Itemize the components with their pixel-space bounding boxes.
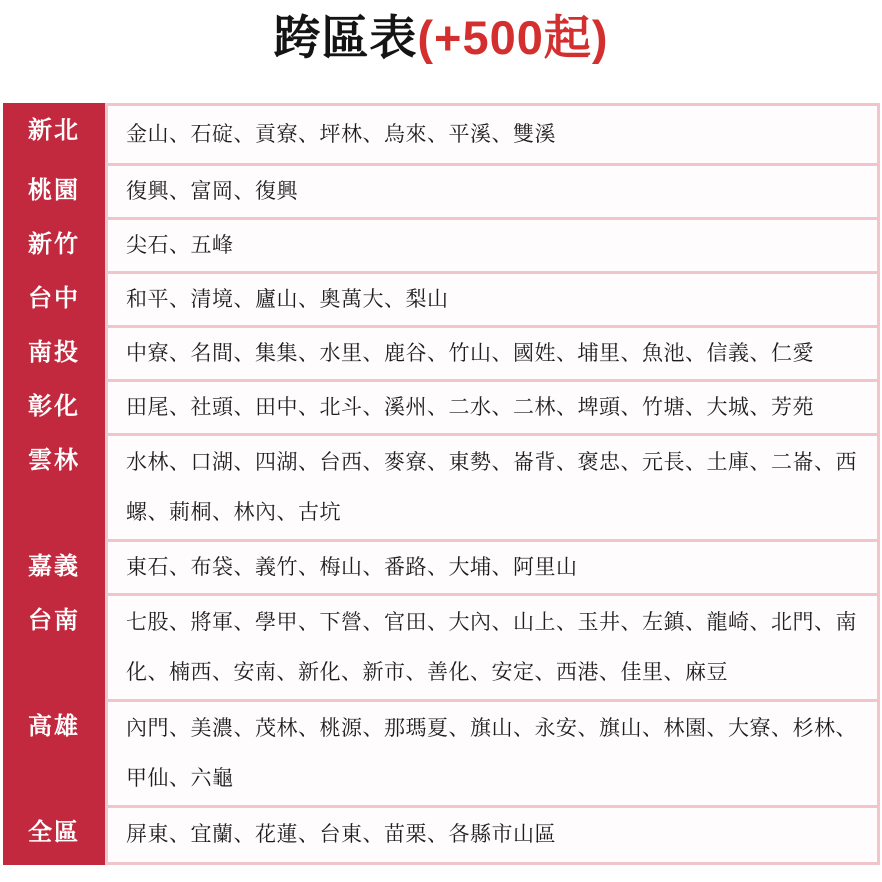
district-list: 田尾、社頭、田中、北斗、溪州、二水、二林、埤頭、竹塘、大城、芳苑 — [126, 395, 814, 419]
district-list: 和平、清境、廬山、奧萬大、梨山 — [126, 287, 449, 311]
district-list: 屏東、宜蘭、花蓮、台東、苗栗、各縣市山區 — [126, 823, 556, 846]
region-label: 南投 — [3, 325, 105, 379]
district-list: 復興、富岡、復興 — [126, 179, 298, 203]
table-row — [3, 805, 880, 865]
region-label: 新北 — [3, 103, 105, 163]
district-list: 七股、將軍、學甲、下營、官田、大內、山上、玉井、左鎮、龍崎、北門、南化、楠西、安南、新化、新市、善化、安定、西港、佳里、麻豆 — [126, 610, 857, 684]
table-row — [3, 325, 880, 379]
district-list: 金山、石碇、貢寮、坪林、烏來、平溪、雙溪 — [126, 122, 556, 146]
district-list: 尖石、五峰 — [126, 233, 234, 257]
table-row — [3, 271, 880, 325]
district-cell — [105, 217, 880, 271]
region-label: 台南 — [3, 593, 105, 699]
district-list: 水林、口湖、四湖、台西、麥寮、東勢、崙背、褒忠、元長、土庫、二崙、西螺、莿桐、林內、古坑 — [126, 450, 857, 524]
district-cell — [105, 103, 880, 163]
table-row — [3, 379, 880, 433]
title-fee-note: (+500起) — [417, 11, 609, 64]
table-row — [3, 593, 880, 699]
district-list: 東石、布袋、義竹、梅山、番路、大埔、阿里山 — [126, 555, 578, 579]
district-cell — [105, 163, 880, 217]
page-title — [0, 0, 882, 68]
table-row — [3, 217, 880, 271]
table-row — [3, 699, 880, 805]
district-cell — [105, 539, 880, 593]
district-cell — [105, 805, 880, 865]
region-label: 嘉義 — [3, 539, 105, 593]
region-label: 彰化 — [3, 379, 105, 433]
region-label: 雲林 — [3, 433, 105, 539]
table-row — [3, 539, 880, 593]
region-label: 桃園 — [3, 163, 105, 217]
region-label: 全區 — [3, 805, 105, 865]
fee-table — [3, 103, 880, 865]
region-label: 台中 — [3, 271, 105, 325]
title-main: 跨區表 — [273, 11, 418, 64]
table-row — [3, 163, 880, 217]
district-cell — [105, 271, 880, 325]
district-cell — [105, 699, 880, 805]
table-row — [3, 433, 880, 539]
district-cell — [105, 379, 880, 433]
district-cell — [105, 593, 880, 699]
district-list: 內門、美濃、茂林、桃源、那瑪夏、旗山、永安、旗山、林園、大寮、杉林、甲仙、六龜 — [126, 716, 857, 790]
district-list: 中寮、名間、集集、水里、鹿谷、竹山、國姓、埔里、魚池、信義、仁愛 — [126, 341, 814, 365]
table-row — [3, 103, 880, 163]
region-label: 新竹 — [3, 217, 105, 271]
district-cell — [105, 325, 880, 379]
district-cell — [105, 433, 880, 539]
region-label: 高雄 — [3, 699, 105, 805]
